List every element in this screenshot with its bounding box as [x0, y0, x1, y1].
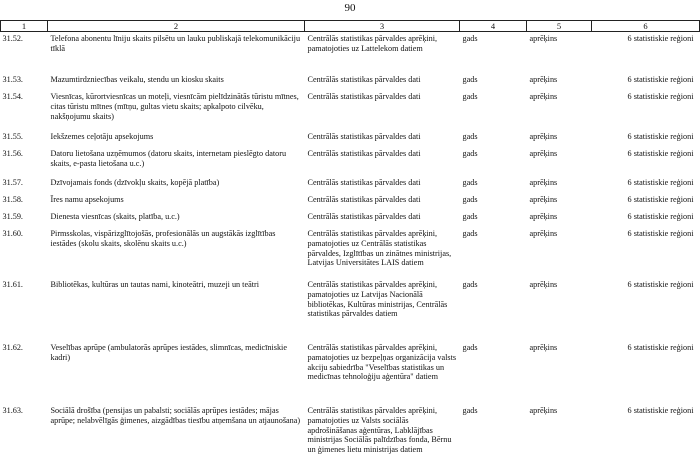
data-source: Centrālās statistikas pārvaldes aprēķini, pamatojoties uz Lattelekom datiem — [307, 34, 438, 53]
method: aprēķins — [529, 406, 558, 415]
row-number: 31.52. — [2, 34, 23, 43]
region-level: 6 statistiskie reģioni — [627, 229, 694, 238]
table-row — [1, 341, 700, 404]
method: aprēķins — [529, 212, 558, 221]
period: gads — [462, 406, 478, 415]
period: gads — [462, 132, 478, 141]
data-source: Centrālās statistikas pārvaldes aprēķini, pamatojoties uz Latvijas Nacionālā bibliotēkas, Kultūras ministrijas, Centrālās statistikas pārvaldes datiem — [307, 280, 448, 319]
column-header-6: 6 — [592, 21, 700, 32]
data-source: Centrālās statistikas pārvaldes dati — [307, 212, 421, 221]
method: aprēķins — [529, 92, 558, 101]
method: aprēķins — [529, 280, 558, 289]
period: gads — [462, 34, 478, 43]
method: aprēķins — [529, 132, 558, 141]
row-number: 31.57. — [2, 178, 23, 187]
period: gads — [462, 212, 478, 221]
column-header-1: 1 — [1, 21, 48, 32]
row-number: 31.61. — [2, 280, 23, 289]
region-level: 6 statistiskie reģioni — [627, 149, 694, 158]
column-header-4: 4 — [460, 21, 527, 32]
indicator-name: Telefona abonentu līniju skaits pilsētu un lauku publiskajā telekomunikāciju tīklā — [50, 34, 301, 53]
region-level: 6 statistiskie reģioni — [627, 178, 694, 187]
table-row — [1, 404, 700, 476]
indicator-name: Bibliotēkas, kultūras un tautas nami, kinoteātri, muzeji un teātri — [50, 280, 260, 289]
table-row — [1, 90, 700, 130]
row-number: 31.62. — [2, 343, 23, 352]
table-row — [1, 278, 700, 341]
column-header-3: 3 — [305, 21, 460, 32]
region-level: 6 statistiskie reģioni — [627, 132, 694, 141]
period: gads — [462, 178, 478, 187]
period: gads — [462, 149, 478, 158]
region-level: 6 statistiskie reģioni — [627, 195, 694, 204]
method: aprēķins — [529, 343, 558, 352]
table-row — [1, 73, 700, 90]
method: aprēķins — [529, 149, 558, 158]
region-level: 6 statistiskie reģioni — [627, 406, 694, 415]
method: aprēķins — [529, 178, 558, 187]
period: gads — [462, 92, 478, 101]
data-source: Centrālās statistikas pārvaldes dati — [307, 132, 421, 141]
indicator-name: Dienesta viesnīcas (skaits, platība, u.c.) — [50, 212, 180, 221]
region-level: 6 statistiskie reģioni — [627, 34, 694, 43]
data-source: Centrālās statistikas pārvaldes aprēķini, pamatojoties uz bezpeļņas organizācija valsts akciju sabiedrība "Veselības statistikas un medicīnas tehnoloģiju aģentūra" datiem — [307, 343, 457, 382]
region-level: 6 statistiskie reģioni — [627, 92, 694, 101]
period: gads — [462, 75, 478, 84]
row-number: 31.60. — [2, 229, 23, 238]
data-source: Centrālās statistikas pārvaldes aprēķini, pamatojoties uz Valsts sociālās apdrošināšanas aģentūras, Labklājības ministrijas Sociālās palīdzības fonda, Bērnu un ģimenes lietu ministrijas datiem — [307, 406, 452, 455]
row-number: 31.54. — [2, 92, 23, 101]
header-row — [1, 21, 700, 32]
indicator-name: Īres namu apsekojums — [50, 195, 124, 204]
row-number: 31.53. — [2, 75, 23, 84]
method: aprēķins — [529, 34, 558, 43]
period: gads — [462, 195, 478, 204]
region-level: 6 statistiskie reģioni — [627, 212, 694, 221]
row-number: 31.63. — [2, 406, 23, 415]
region-level: 6 statistiskie reģioni — [627, 280, 694, 289]
indicator-name: Viesnīcas, kūrortviesnīcas un moteļi, viesnīcām pielīdzinātās tūristu mītnes, citas tūristu mītnes (mītņu, gultas vietu skaits; apkalpoto cilvēku, nakšņojumu skaits) — [50, 92, 299, 121]
method: aprēķins — [529, 229, 558, 238]
indicator-name: Sociālā drošība (pensijas un pabalsti; sociālās aprūpes iestādes; mājas aprūpe; nelabvēlīgās ģimenes, aizgādības tiesību atņemšana un atjaunošana) — [50, 406, 301, 425]
data-source: Centrālās statistikas pārvaldes dati — [307, 178, 421, 187]
region-level: 6 statistiskie reģioni — [627, 75, 694, 84]
table-row — [1, 32, 700, 74]
period: gads — [462, 343, 478, 352]
data-source: Centrālās statistikas pārvaldes dati — [307, 75, 421, 84]
data-source: Centrālās statistikas pārvaldes dati — [307, 92, 421, 101]
row-number: 31.58. — [2, 195, 23, 204]
indicator-name: Veselības aprūpe (ambulatorās aprūpes iestādes, slimnīcas, medicīniskie kadri) — [50, 343, 287, 362]
indicator-name: Iekšzemes ceļotāju apsekojums — [50, 132, 154, 141]
period: gads — [462, 280, 478, 289]
table-row — [1, 176, 700, 193]
row-number: 31.56. — [2, 149, 23, 158]
statistics-table — [0, 20, 700, 476]
column-header-5: 5 — [527, 21, 592, 32]
data-source: Centrālās statistikas pārvaldes aprēķini, pamatojoties uz Centrālās statistikas pārvaldes, Izglītības un zinātnes ministrijas, Latvijas Universitātes LAIS datiem — [307, 229, 452, 268]
indicator-name: Dzīvojamais fonds (dzīvokļu skaits, kopējā platība) — [50, 178, 220, 187]
table-row — [1, 130, 700, 147]
table-row — [1, 227, 700, 278]
row-number: 31.59. — [2, 212, 23, 221]
region-level: 6 statistiskie reģioni — [627, 343, 694, 352]
indicator-name: Mazumtirdzniecības veikalu, stendu un kiosku skaits — [50, 75, 224, 84]
table-row — [1, 210, 700, 227]
data-source: Centrālās statistikas pārvaldes dati — [307, 149, 421, 158]
method: aprēķins — [529, 195, 558, 204]
period: gads — [462, 229, 478, 238]
page-number: 90 — [344, 2, 356, 14]
row-number: 31.55. — [2, 132, 23, 141]
column-header-2: 2 — [48, 21, 305, 32]
data-source: Centrālās statistikas pārvaldes dati — [307, 195, 421, 204]
indicator-name: Datoru lietošana uzņēmumos (datoru skaits, internetam pieslēgto datoru skaits, e-pasta lietošana u.c.) — [50, 149, 287, 168]
method: aprēķins — [529, 75, 558, 84]
table-row — [1, 193, 700, 210]
indicator-name: Pirmsskolas, vispārizglītojošās, profesionālās un augstākās izglītības iestādes (skolu skaits, skolēnu skaits u.c.) — [50, 229, 276, 248]
table-row — [1, 147, 700, 176]
